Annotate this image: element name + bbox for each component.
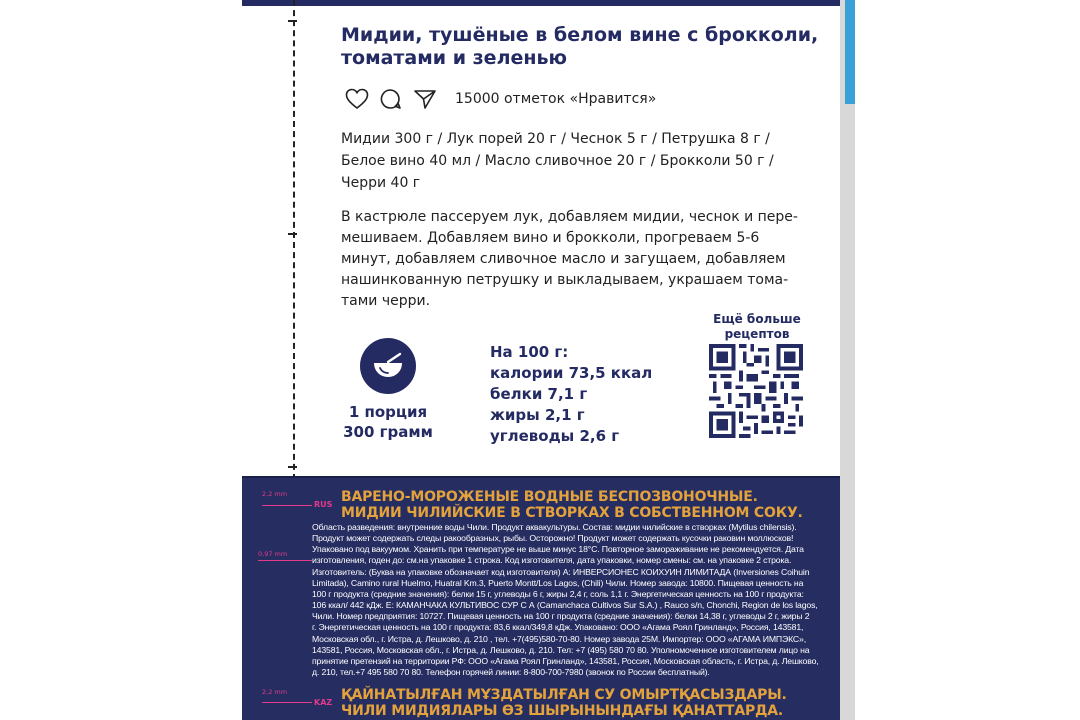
description-line: Московская обл., г. Истра, д. Лешково, д. 210 , тел. +7(495)580-70-80. Номер завода 25М. Импортер: ООО «АГАМА ИМПЭКС»,: [312, 633, 806, 644]
measure-mark: 2,2 mm: [262, 490, 288, 498]
comment-icon: [379, 88, 403, 110]
fold-tick: [288, 20, 297, 22]
method-line: нашинкованную петрушку и выкладываем, украшаем тома-: [341, 272, 789, 288]
recipe-method: [341, 207, 807, 312]
heading-line: ҚАЙНАТЫЛҒАН МҰЗДАТЫЛҒАН СУ ОМЫРТҚАСЫЗДАРЫ.: [341, 687, 787, 703]
description-line: Изготовитель: (Буква на упаковке обозначает код изготовителя) A: ИНВЕРСИОНЕС КОИХУИН ЛИМИТАДА (Inversiones Coihuin: [312, 566, 810, 577]
heading-line: ЧИЛИ МИДИЯЛАРЫ ӨЗ ШЫРЫНЫНДАҒЫ ҚАНАТТАРДА.: [341, 703, 784, 719]
more-recipes-label: [703, 312, 811, 342]
fold-line: [293, 0, 295, 480]
rus-product-description: [312, 522, 832, 678]
portion-count: 1 порция: [348, 403, 428, 421]
nutrition-heading: На 100 г:: [490, 343, 569, 361]
recipe-title: [341, 24, 821, 70]
portion-badge: [360, 338, 416, 394]
heading-line: МИДИИ ЧИЛИЙСКИЕ В СТВОРКАХ В СОБСТВЕННОМ СОКУ.: [341, 505, 803, 521]
fold-tick: [288, 233, 297, 235]
nutrition-carbs: углеводы 2,6 г: [490, 427, 620, 445]
nutrition-calories: калории 73,5 ккал: [490, 364, 653, 382]
description-line: Упаковано под вакуумом. Хранить при температуре не выше минус 18°С. Повторное замораживание не рекомендуется. Дата: [312, 544, 804, 555]
more-recipes-line: Ещё больше: [713, 312, 801, 326]
qr-code[interactable]: [709, 344, 803, 438]
description-line: изготовления, годен до: см.на упаковке 1 строка. Код изготовителя, дата упаковки, номер смены: см. на упаковке 2 строка.: [312, 555, 792, 566]
measure-line: [262, 505, 312, 506]
ingredients-line: Мидии 300 г / Лук порей 20 г / Чеснок 5 г / Петрушка 8 г /: [341, 131, 770, 147]
description-line: Область разведения: внутренние воды Чили. Продукт аквакультуры. Состав: мидии чилийские в створках (Mytilus chilensis).: [312, 522, 797, 532]
description-line: 106 ккал/ 442 кДж. E: КАМАНЧАКА КУЛЬТИВОС СУР С А (Camanchaca Cultivos Sur S.A.) , Rauco s/n, Chonchi, Region de los lagos,: [312, 600, 818, 611]
lang-tag-rus: RUS: [314, 500, 333, 509]
title-line: Мидии, тушёные в белом вине с брокколи,: [341, 24, 819, 46]
ingredients-line: Белое вино 40 мл / Масло сливочное 20 г / Брокколи 50 г /: [341, 153, 774, 169]
comment-button[interactable]: [375, 85, 407, 113]
method-line: мешиваем. Добавляем вино и брокколи, прогреваем 5-6: [341, 230, 760, 246]
measure-line: [262, 702, 312, 703]
kaz-product-heading: [341, 687, 831, 719]
description-line: Чили. Номер предприятия: 10727. Пищевая ценность на 100 г продукта (средние значения): белки 14,38 г, углеводы 2 г, жиры 2: [312, 611, 810, 622]
description-line: Limitada), Camino rural Huelmo, Huatral Km.3, Puerto Montt/Los Lagos, (Chili) Чили. Номер завода: 10800. Пищевая ценность на: [312, 577, 804, 588]
description-line: г. Энергетическая ценность на 100 г продукта: 83,6 ккал/349,8 кДж. Упаковано: ООО «Агама Роял Гринланд», Россия, 143581,: [312, 622, 804, 633]
description-line: принятие претензий на территории РФ: ООО «Агама Роял Гринланд», 143581, Россия, Московская область, г. Истра, д. Лешково,: [312, 655, 819, 666]
share-icon: [413, 88, 437, 110]
heart-icon: [345, 88, 369, 110]
method-line: В кастрюле пассеруем лук, добавляем мидии, чеснок и пере-: [341, 209, 798, 225]
description-line: д. 210, тел.+7 495 580 70 80. Телефон горячей линии: 8-800-700-7980 (звонок по России бесплатный).: [312, 667, 710, 678]
top-stripe: [242, 0, 840, 6]
method-line: тами черри.: [341, 293, 431, 309]
description-line: 143581, Россия, Московская обл., г. Истра, д. Лешково, д. 210. Тел: +7 (495) 580 70 80. Уполномоченное изготовителем лицо на: [312, 644, 810, 655]
title-line: томатами и зеленью: [341, 47, 567, 69]
fold-tick: [288, 466, 297, 468]
share-button[interactable]: [409, 85, 441, 113]
ingredients-list: [341, 128, 821, 194]
lang-tag-kaz: KAZ: [314, 698, 333, 707]
nutrition-protein: белки 7,1 г: [490, 385, 588, 403]
ingredients-line: Черри 40 г: [341, 175, 421, 191]
measure-mark: 0,97 mm: [258, 550, 288, 558]
nutrition-fat: жиры 2,1 г: [490, 406, 585, 424]
post-actions: [341, 85, 656, 113]
bowl-icon: [370, 351, 406, 381]
portion-weight: 300 грамм: [343, 423, 433, 441]
heading-line: ВАРЕНО-МОРОЖЕНЫЕ ВОДНЫЕ БЕСПОЗВОНОЧНЫЕ.: [341, 489, 758, 505]
more-recipes-line: рецептов: [724, 327, 790, 341]
method-line: минут, добавляем сливочное масло и загущаем, добавляем: [341, 251, 786, 267]
measure-line: [258, 560, 312, 561]
description-line: 100 г продукта (средние значения): белки 15 г, углеводы 6 г, жиры 2,4 г, соль 1,1 г. Энергетическая ценность на 100 г продукта:: [312, 588, 804, 599]
description-line: Продукт может содержать следы ракообразных, рыбы. Осторожно! Продукт может содержать кусочки раковин моллюсков!: [312, 533, 794, 544]
like-button[interactable]: [341, 85, 373, 113]
scrollbar-thumb[interactable]: [845, 0, 855, 104]
portion-info: [320, 402, 456, 442]
rus-product-heading: [341, 489, 831, 521]
likes-count: 15000 отметок «Нравится»: [455, 91, 657, 107]
measure-mark: 2,2 mm: [262, 688, 288, 696]
nutrition-facts: [490, 342, 652, 447]
scrollbar-track[interactable]: [840, 0, 855, 720]
